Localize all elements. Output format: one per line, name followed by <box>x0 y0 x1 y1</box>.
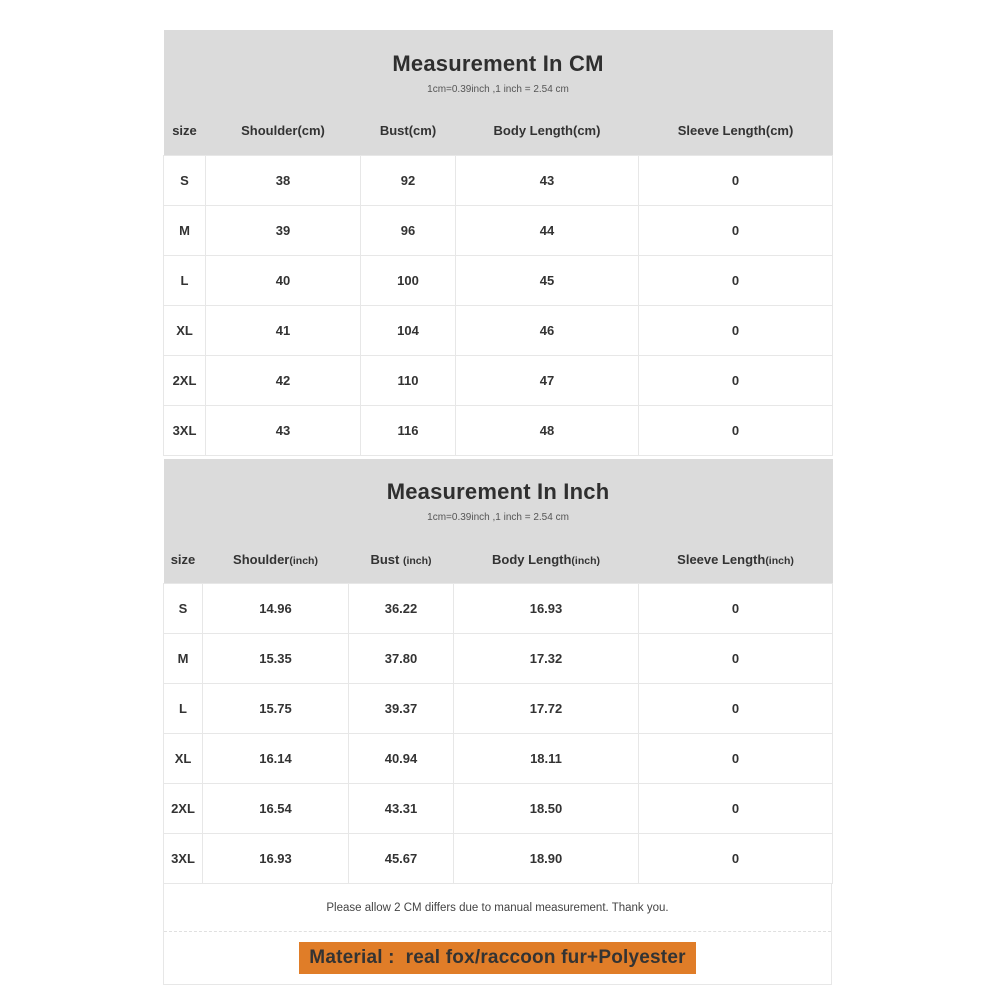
measurement-value: 44 <box>456 205 639 255</box>
measurement-value: 16.14 <box>203 734 349 784</box>
column-header-sleeve-length: Sleeve Length(cm) <box>639 107 833 155</box>
column-header-shoulder: Shoulder(cm) <box>206 107 361 155</box>
measurement-value: 0 <box>639 584 833 634</box>
measurement-disclaimer: Please allow 2 CM differs due to manual measurement. Thank you. <box>164 884 831 932</box>
measurement-value: 18.50 <box>454 784 639 834</box>
inch-header-block <box>164 459 833 536</box>
measurement-value: 41 <box>206 305 361 355</box>
measurement-value: 38 <box>206 155 361 205</box>
measurement-value: 18.90 <box>454 834 639 884</box>
measurement-value: 48 <box>456 405 639 455</box>
measurement-value: 96 <box>361 205 456 255</box>
measurement-value: 36.22 <box>349 584 454 634</box>
size-row-s <box>164 155 833 205</box>
size-label: S <box>164 155 206 205</box>
measurement-value: 110 <box>361 355 456 405</box>
column-header-size: size <box>164 107 206 155</box>
inch-size-table <box>163 459 833 885</box>
measurement-value: 0 <box>639 355 833 405</box>
measurement-value: 18.11 <box>454 734 639 784</box>
measurement-value: 43.31 <box>349 784 454 834</box>
size-row-s <box>164 584 833 634</box>
size-label: L <box>164 255 206 305</box>
material-row <box>164 932 831 984</box>
measurement-inch-table <box>163 459 832 885</box>
cm-header-block <box>164 30 833 107</box>
measurement-value: 16.93 <box>454 584 639 634</box>
size-label: 3XL <box>164 834 203 884</box>
size-label: XL <box>164 305 206 355</box>
measurement-value: 104 <box>361 305 456 355</box>
size-row-xl <box>164 305 833 355</box>
cm-table-subtitle: 1cm=0.39inch ,1 inch = 2.54 cm <box>427 83 569 95</box>
size-label: 2XL <box>164 355 206 405</box>
measurement-value: 43 <box>206 405 361 455</box>
measurement-value: 15.35 <box>203 634 349 684</box>
inch-table-subtitle: 1cm=0.39inch ,1 inch = 2.54 cm <box>427 512 569 523</box>
chart-footer <box>163 884 832 985</box>
material-info: Material : real fox/raccoon fur+Polyester <box>299 942 695 974</box>
measurement-value: 37.80 <box>349 634 454 684</box>
size-label: M <box>164 205 206 255</box>
measurement-value: 116 <box>361 405 456 455</box>
measurement-value: 17.72 <box>454 684 639 734</box>
measurement-value: 0 <box>639 205 833 255</box>
measurement-value: 43 <box>456 155 639 205</box>
measurement-value: 39.37 <box>349 684 454 734</box>
measurement-value: 16.93 <box>203 834 349 884</box>
column-header-sleeve-length: Sleeve Length(inch) <box>639 536 833 584</box>
measurement-value: 40.94 <box>349 734 454 784</box>
size-label: M <box>164 634 203 684</box>
size-row-l <box>164 255 833 305</box>
size-label: 2XL <box>164 784 203 834</box>
size-row-3xl <box>164 405 833 455</box>
size-row-2xl <box>164 784 833 834</box>
size-label: XL <box>164 734 203 784</box>
column-header-shoulder: Shoulder(inch) <box>203 536 349 584</box>
size-row-2xl <box>164 355 833 405</box>
column-header-body-length: Body Length(cm) <box>456 107 639 155</box>
size-chart-card <box>163 30 832 985</box>
measurement-value: 0 <box>639 405 833 455</box>
column-header-bust: Bust(cm) <box>361 107 456 155</box>
measurement-value: 92 <box>361 155 456 205</box>
column-header-body-length: Body Length(inch) <box>454 536 639 584</box>
measurement-value: 42 <box>206 355 361 405</box>
column-header-size: size <box>164 536 203 584</box>
measurement-value: 0 <box>639 784 833 834</box>
size-row-l <box>164 684 833 734</box>
measurement-value: 47 <box>456 355 639 405</box>
size-label: L <box>164 684 203 734</box>
measurement-value: 0 <box>639 734 833 784</box>
size-row-xl <box>164 734 833 784</box>
measurement-value: 45 <box>456 255 639 305</box>
inch-table-title: Measurement In Inch <box>386 479 610 504</box>
measurement-value: 0 <box>639 634 833 684</box>
size-label: 3XL <box>164 405 206 455</box>
size-row-m <box>164 205 833 255</box>
measurement-value: 45.67 <box>349 834 454 884</box>
measurement-value: 0 <box>639 155 833 205</box>
measurement-value: 17.32 <box>454 634 639 684</box>
measurement-value: 0 <box>639 684 833 734</box>
measurement-value: 15.75 <box>203 684 349 734</box>
measurement-value: 16.54 <box>203 784 349 834</box>
measurement-value: 46 <box>456 305 639 355</box>
size-row-3xl <box>164 834 833 884</box>
measurement-value: 0 <box>639 255 833 305</box>
measurement-value: 0 <box>639 834 833 884</box>
cm-size-table <box>163 30 833 456</box>
size-row-m <box>164 634 833 684</box>
measurement-value: 40 <box>206 255 361 305</box>
measurement-value: 100 <box>361 255 456 305</box>
column-header-bust: Bust (inch) <box>349 536 454 584</box>
measurement-value: 14.96 <box>203 584 349 634</box>
measurement-value: 39 <box>206 205 361 255</box>
measurement-cm-table <box>163 30 832 456</box>
measurement-value: 0 <box>639 305 833 355</box>
cm-table-title: Measurement In CM <box>392 50 604 76</box>
size-label: S <box>164 584 203 634</box>
